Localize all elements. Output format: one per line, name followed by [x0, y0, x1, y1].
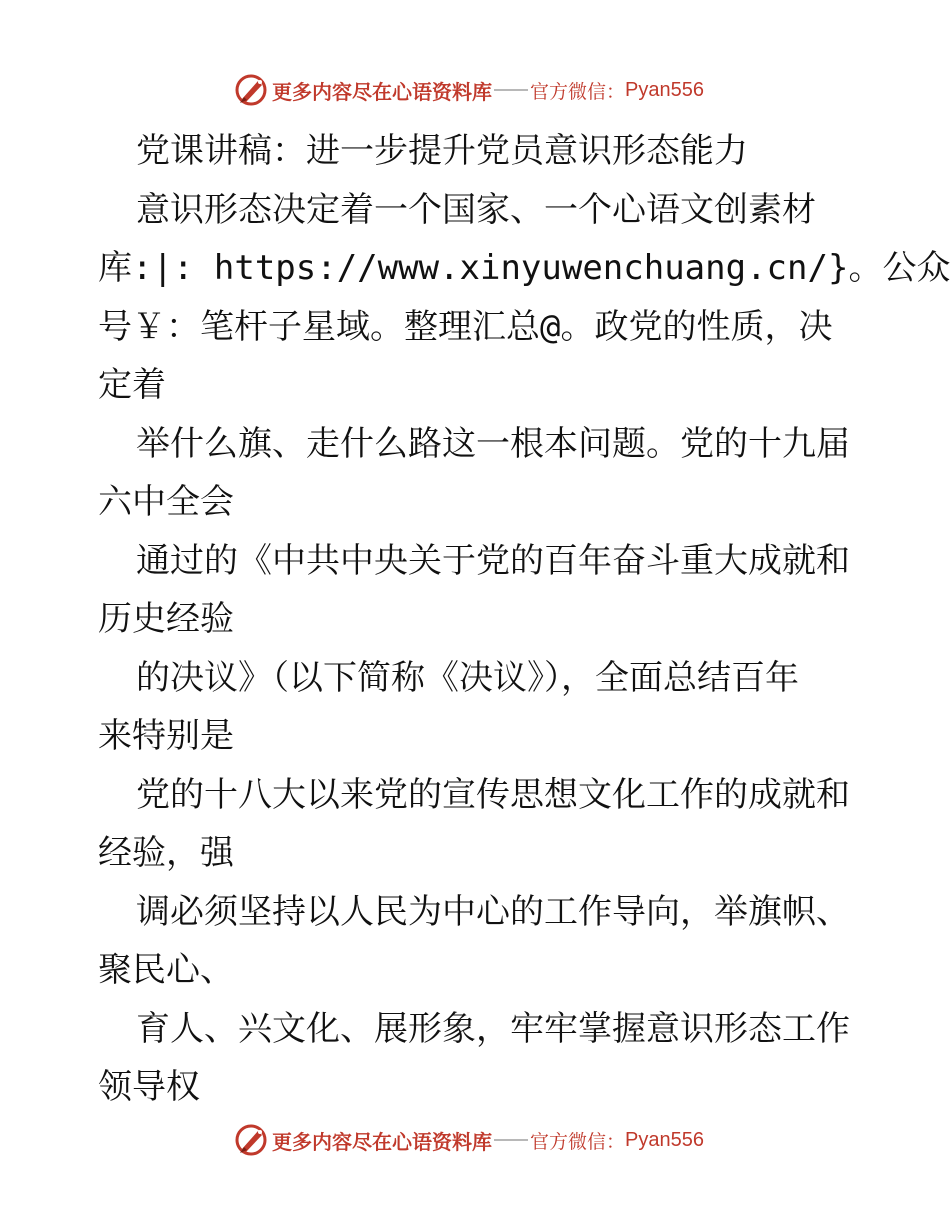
- text-line: 经验，强: [98, 833, 234, 873]
- text-line: 的决议》（以下简称《决议》），全面总结百年: [136, 657, 799, 698]
- banner-main-text: 更多内容尽在心语资料库: [272, 79, 492, 104]
- pen-logo-icon: [234, 73, 268, 107]
- document-body: [98, 122, 950, 1117]
- banner-dash: [494, 89, 528, 91]
- banner-wechat-label: 官方微信：: [530, 80, 626, 103]
- text-line: 聚民心、: [98, 950, 234, 990]
- text-line: 党的十八大以来党的宣传思想文化工作的成就和: [136, 774, 850, 815]
- text-line: 库:|: https://www.xinyuwenchuang.cn/}。公众: [98, 248, 950, 288]
- header-watermark-banner: [234, 72, 704, 108]
- text-line: 历史经验: [98, 599, 234, 639]
- text-line: 来特别是: [98, 716, 234, 756]
- text-line: 领导权: [98, 1067, 200, 1107]
- text-line: 举什么旗、走什么路这一根本问题。党的十九届: [136, 423, 850, 464]
- text-line: 号￥：笔杆子星域。整理汇总@。政党的性质，决: [98, 306, 833, 347]
- document-title: 党课讲稿：进一步提升党员意识形态能力: [136, 131, 748, 171]
- text-line: 调必须坚持以人民为中心的工作导向，举旗帜、: [136, 891, 850, 932]
- banner-wechat-id: Pyan556: [625, 78, 704, 101]
- banner-wechat-id: Pyan556: [625, 1128, 704, 1151]
- banner-wechat-label: 官方微信：: [530, 1130, 626, 1153]
- text-line: 定着: [98, 365, 166, 405]
- text-line: 育人、兴文化、展形象，牢牢掌握意识形态工作: [136, 1008, 850, 1049]
- pen-logo-icon: [234, 1123, 268, 1157]
- text-line: 意识形态决定着一个国家、一个心语文创素材: [136, 189, 816, 230]
- text-line: 通过的《中共中央关于党的百年奋斗重大成就和: [136, 540, 850, 581]
- text-line: 六中全会: [98, 482, 234, 522]
- footer-watermark-banner: [234, 1122, 704, 1158]
- banner-main-text: 更多内容尽在心语资料库: [272, 1129, 492, 1154]
- banner-dash: [494, 1139, 528, 1141]
